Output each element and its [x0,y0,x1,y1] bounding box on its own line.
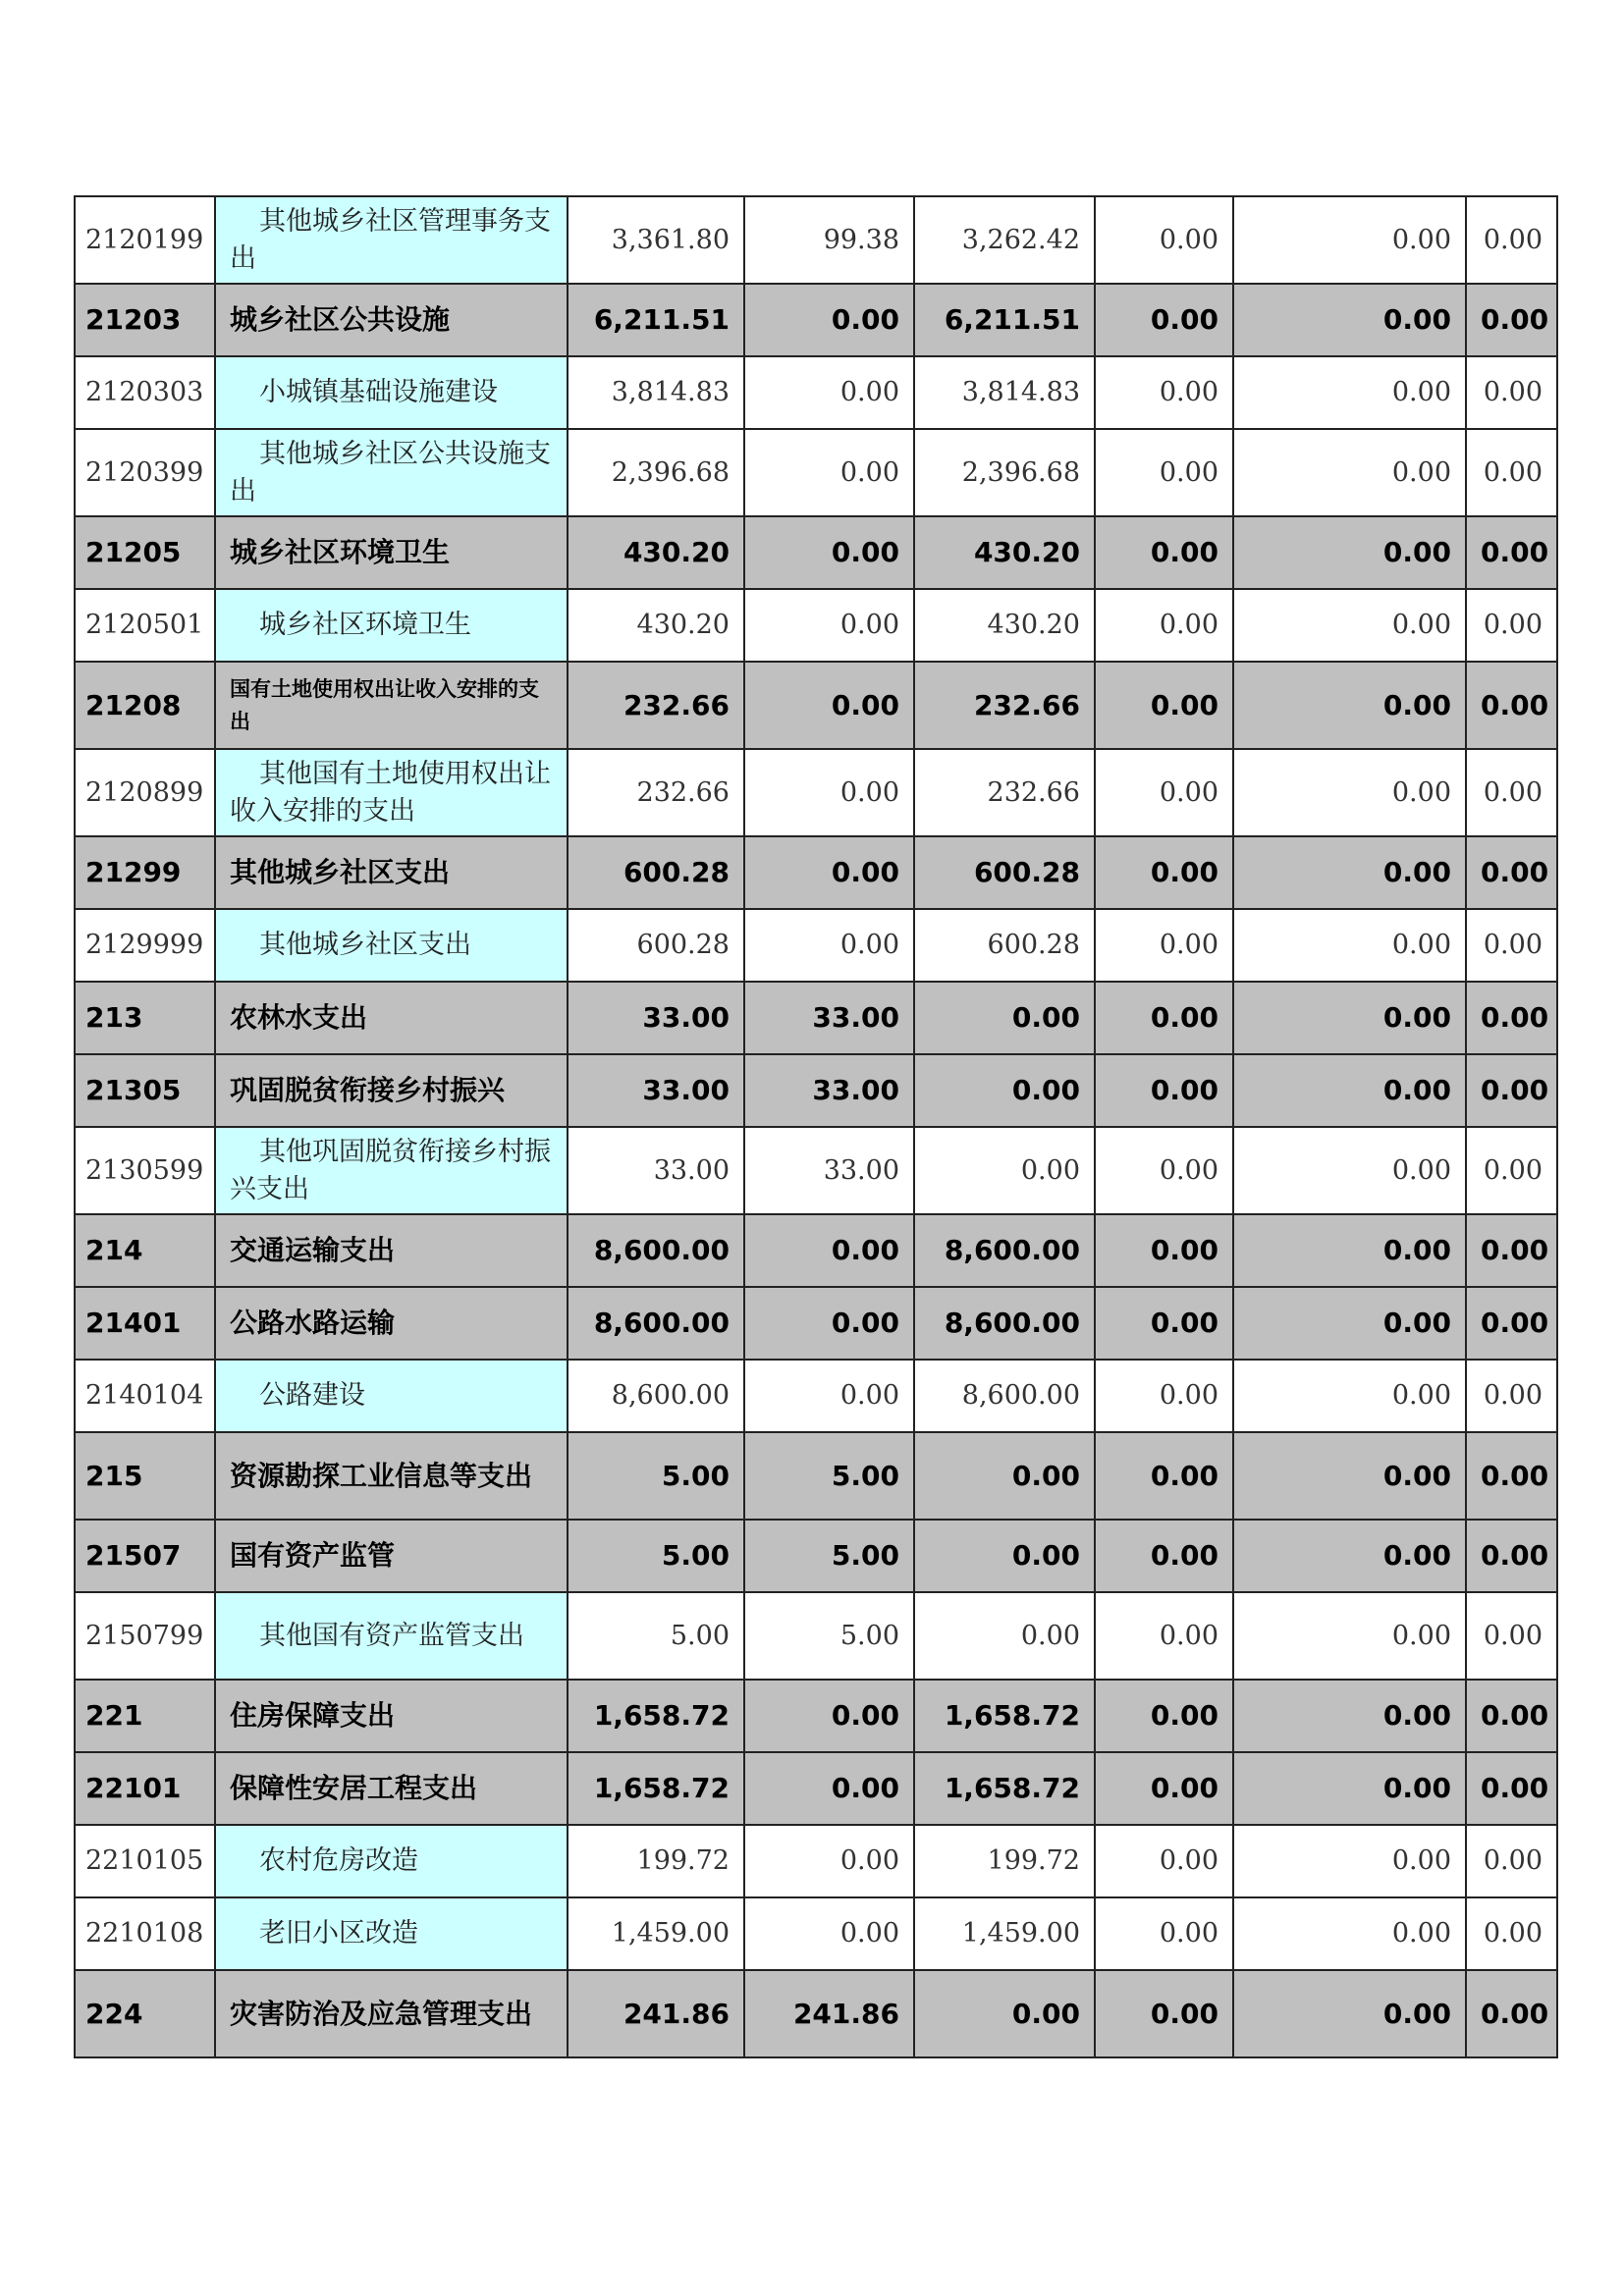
amount-total-cell: 33.00 [568,1127,744,1214]
amount-total-cell: 600.28 [568,836,744,909]
name-cell: 其他巩固脱贫衔接乡村振兴支出 [215,1127,568,1214]
budget-table [74,195,1558,2058]
amount-col6-cell: 0.00 [1466,1214,1557,1287]
item-row [75,749,1557,836]
category-row [75,1054,1557,1127]
amount-col3-cell: 430.20 [914,516,1095,589]
amount-col2-cell: 33.00 [744,1054,914,1127]
name-cell: 其他国有土地使用权出让收入安排的支出 [215,749,568,836]
amount-col2-cell: 5.00 [744,1520,914,1592]
name-cell: 城乡社区环境卫生 [215,516,568,589]
amount-col6-cell: 0.00 [1466,1520,1557,1592]
amount-col5-cell: 0.00 [1233,1214,1466,1287]
category-row [75,1680,1557,1752]
amount-col3-cell: 232.66 [914,662,1095,749]
amount-col4-cell: 0.00 [1095,356,1233,429]
amount-col3-cell: 232.66 [914,749,1095,836]
amount-col2-cell: 0.00 [744,1287,914,1360]
amount-col5-cell: 0.00 [1233,1127,1466,1214]
code-cell: 21305 [75,1054,215,1127]
name-cell: 其他城乡社区公共设施支出 [215,429,568,516]
amount-col4-cell: 0.00 [1095,284,1233,356]
amount-col2-cell: 0.00 [744,836,914,909]
amount-total-cell: 33.00 [568,1054,744,1127]
amount-total-cell: 8,600.00 [568,1214,744,1287]
amount-col6-cell: 0.00 [1466,1127,1557,1214]
amount-total-cell: 1,658.72 [568,1752,744,1825]
amount-col4-cell: 0.00 [1095,662,1233,749]
table-body [75,196,1557,2057]
amount-col3-cell: 0.00 [914,1970,1095,2057]
name-cell: 公路建设 [215,1360,568,1432]
amount-total-cell: 5.00 [568,1592,744,1680]
name-cell: 资源勘探工业信息等支出 [215,1432,568,1520]
code-cell: 2120199 [75,196,215,284]
name-cell: 保障性安居工程支出 [215,1752,568,1825]
amount-col3-cell: 2,396.68 [914,429,1095,516]
name-cell: 其他城乡社区管理事务支出 [215,196,568,284]
code-cell: 2120303 [75,356,215,429]
item-row [75,589,1557,662]
amount-col2-cell: 0.00 [744,284,914,356]
amount-col3-cell: 600.28 [914,909,1095,982]
amount-col5-cell: 0.00 [1233,1287,1466,1360]
amount-col4-cell: 0.00 [1095,516,1233,589]
amount-col3-cell: 1,459.00 [914,1897,1095,1970]
code-cell: 221 [75,1680,215,1752]
amount-col6-cell: 0.00 [1466,749,1557,836]
amount-col4-cell: 0.00 [1095,1360,1233,1432]
amount-col4-cell: 0.00 [1095,1054,1233,1127]
amount-col2-cell: 33.00 [744,1127,914,1214]
amount-col2-cell: 0.00 [744,662,914,749]
name-cell: 灾害防治及应急管理支出 [215,1970,568,2057]
amount-total-cell: 430.20 [568,516,744,589]
amount-col2-cell: 0.00 [744,1897,914,1970]
item-row [75,196,1557,284]
amount-col2-cell: 0.00 [744,749,914,836]
amount-col5-cell: 0.00 [1233,1680,1466,1752]
amount-col6-cell: 0.00 [1466,356,1557,429]
category-row [75,516,1557,589]
amount-col6-cell: 0.00 [1466,1432,1557,1520]
name-cell: 其他城乡社区支出 [215,836,568,909]
amount-col5-cell: 0.00 [1233,356,1466,429]
amount-col6-cell: 0.00 [1466,1360,1557,1432]
amount-col4-cell: 0.00 [1095,196,1233,284]
code-cell: 22101 [75,1752,215,1825]
amount-col6-cell: 0.00 [1466,1825,1557,1897]
amount-col3-cell: 1,658.72 [914,1680,1095,1752]
code-cell: 2150799 [75,1592,215,1680]
amount-col2-cell: 0.00 [744,1752,914,1825]
amount-col3-cell: 8,600.00 [914,1360,1095,1432]
amount-col6-cell: 0.00 [1466,196,1557,284]
category-row [75,1520,1557,1592]
amount-total-cell: 8,600.00 [568,1287,744,1360]
name-cell: 国有土地使用权出让收入安排的支出 [215,662,568,749]
amount-col3-cell: 3,814.83 [914,356,1095,429]
name-cell: 老旧小区改造 [215,1897,568,1970]
amount-col2-cell: 0.00 [744,429,914,516]
amount-total-cell: 232.66 [568,749,744,836]
name-cell: 城乡社区环境卫生 [215,589,568,662]
amount-col5-cell: 0.00 [1233,1592,1466,1680]
amount-col5-cell: 0.00 [1233,662,1466,749]
amount-total-cell: 430.20 [568,589,744,662]
amount-col3-cell: 600.28 [914,836,1095,909]
name-cell: 公路水路运输 [215,1287,568,1360]
amount-col3-cell: 0.00 [914,982,1095,1054]
amount-col6-cell: 0.00 [1466,1897,1557,1970]
name-cell: 城乡社区公共设施 [215,284,568,356]
name-cell: 其他城乡社区支出 [215,909,568,982]
code-cell: 214 [75,1214,215,1287]
amount-col4-cell: 0.00 [1095,429,1233,516]
item-row [75,1360,1557,1432]
amount-col5-cell: 0.00 [1233,749,1466,836]
amount-col4-cell: 0.00 [1095,836,1233,909]
amount-col5-cell: 0.00 [1233,1825,1466,1897]
category-row [75,1752,1557,1825]
code-cell: 215 [75,1432,215,1520]
item-row [75,1592,1557,1680]
category-row [75,662,1557,749]
amount-col5-cell: 0.00 [1233,909,1466,982]
name-cell: 国有资产监管 [215,1520,568,1592]
amount-col6-cell: 0.00 [1466,1752,1557,1825]
code-cell: 213 [75,982,215,1054]
item-row [75,429,1557,516]
amount-col3-cell: 6,211.51 [914,284,1095,356]
amount-col4-cell: 0.00 [1095,1287,1233,1360]
amount-col5-cell: 0.00 [1233,516,1466,589]
amount-col4-cell: 0.00 [1095,1127,1233,1214]
amount-col3-cell: 8,600.00 [914,1214,1095,1287]
amount-col5-cell: 0.00 [1233,1360,1466,1432]
code-cell: 2120501 [75,589,215,662]
category-row [75,1287,1557,1360]
amount-col2-cell: 0.00 [744,909,914,982]
amount-col6-cell: 0.00 [1466,589,1557,662]
amount-col4-cell: 0.00 [1095,1432,1233,1520]
amount-total-cell: 3,814.83 [568,356,744,429]
amount-col2-cell: 0.00 [744,1680,914,1752]
name-cell: 农林水支出 [215,982,568,1054]
code-cell: 2210108 [75,1897,215,1970]
amount-total-cell: 2,396.68 [568,429,744,516]
code-cell: 2140104 [75,1360,215,1432]
code-cell: 2210105 [75,1825,215,1897]
amount-col6-cell: 0.00 [1466,1054,1557,1127]
amount-col6-cell: 0.00 [1466,284,1557,356]
amount-col2-cell: 5.00 [744,1592,914,1680]
amount-col2-cell: 99.38 [744,196,914,284]
amount-col4-cell: 0.00 [1095,1680,1233,1752]
amount-col2-cell: 0.00 [744,1825,914,1897]
amount-col5-cell: 0.00 [1233,1752,1466,1825]
amount-col6-cell: 0.00 [1466,982,1557,1054]
category-row [75,1214,1557,1287]
amount-col3-cell: 199.72 [914,1825,1095,1897]
amount-col2-cell: 0.00 [744,516,914,589]
amount-col5-cell: 0.00 [1233,1897,1466,1970]
amount-col2-cell: 33.00 [744,982,914,1054]
amount-col6-cell: 0.00 [1466,1287,1557,1360]
code-cell: 21208 [75,662,215,749]
amount-col3-cell: 8,600.00 [914,1287,1095,1360]
amount-col6-cell: 0.00 [1466,1592,1557,1680]
category-row [75,982,1557,1054]
amount-col4-cell: 0.00 [1095,1970,1233,2057]
amount-col3-cell: 0.00 [914,1127,1095,1214]
category-row [75,1970,1557,2057]
name-cell: 其他国有资产监管支出 [215,1592,568,1680]
amount-col4-cell: 0.00 [1095,749,1233,836]
amount-col4-cell: 0.00 [1095,982,1233,1054]
code-cell: 2129999 [75,909,215,982]
amount-col4-cell: 0.00 [1095,1520,1233,1592]
amount-col3-cell: 3,262.42 [914,196,1095,284]
code-cell: 21507 [75,1520,215,1592]
amount-col6-cell: 0.00 [1466,909,1557,982]
amount-col2-cell: 0.00 [744,1360,914,1432]
category-row [75,284,1557,356]
amount-col3-cell: 0.00 [914,1432,1095,1520]
name-cell: 小城镇基础设施建设 [215,356,568,429]
amount-total-cell: 600.28 [568,909,744,982]
amount-total-cell: 199.72 [568,1825,744,1897]
name-cell: 住房保障支出 [215,1680,568,1752]
amount-col2-cell: 241.86 [744,1970,914,2057]
amount-col5-cell: 0.00 [1233,1432,1466,1520]
amount-col2-cell: 5.00 [744,1432,914,1520]
amount-col4-cell: 0.00 [1095,589,1233,662]
amount-col2-cell: 0.00 [744,589,914,662]
item-row [75,1825,1557,1897]
amount-total-cell: 232.66 [568,662,744,749]
amount-total-cell: 5.00 [568,1520,744,1592]
amount-total-cell: 1,658.72 [568,1680,744,1752]
code-cell: 2120399 [75,429,215,516]
amount-col4-cell: 0.00 [1095,1592,1233,1680]
amount-total-cell: 8,600.00 [568,1360,744,1432]
amount-col6-cell: 0.00 [1466,429,1557,516]
code-cell: 2130599 [75,1127,215,1214]
amount-col5-cell: 0.00 [1233,429,1466,516]
amount-col3-cell: 430.20 [914,589,1095,662]
amount-col3-cell: 0.00 [914,1592,1095,1680]
amount-total-cell: 5.00 [568,1432,744,1520]
amount-col5-cell: 0.00 [1233,982,1466,1054]
amount-col5-cell: 0.00 [1233,1970,1466,2057]
item-row [75,1127,1557,1214]
code-cell: 21203 [75,284,215,356]
amount-col3-cell: 0.00 [914,1520,1095,1592]
item-row [75,1897,1557,1970]
item-row [75,909,1557,982]
category-row [75,836,1557,909]
code-cell: 224 [75,1970,215,2057]
code-cell: 21401 [75,1287,215,1360]
code-cell: 2120899 [75,749,215,836]
amount-col5-cell: 0.00 [1233,1054,1466,1127]
amount-col6-cell: 0.00 [1466,1970,1557,2057]
amount-col5-cell: 0.00 [1233,284,1466,356]
category-row [75,1432,1557,1520]
name-cell: 巩固脱贫衔接乡村振兴 [215,1054,568,1127]
item-row [75,356,1557,429]
amount-total-cell: 33.00 [568,982,744,1054]
amount-col3-cell: 0.00 [914,1054,1095,1127]
amount-col6-cell: 0.00 [1466,662,1557,749]
amount-col6-cell: 0.00 [1466,1680,1557,1752]
amount-col4-cell: 0.00 [1095,1897,1233,1970]
amount-col4-cell: 0.00 [1095,1752,1233,1825]
amount-col4-cell: 0.00 [1095,1825,1233,1897]
amount-total-cell: 1,459.00 [568,1897,744,1970]
amount-col2-cell: 0.00 [744,356,914,429]
amount-col5-cell: 0.00 [1233,589,1466,662]
code-cell: 21299 [75,836,215,909]
name-cell: 交通运输支出 [215,1214,568,1287]
amount-total-cell: 6,211.51 [568,284,744,356]
amount-col5-cell: 0.00 [1233,1520,1466,1592]
amount-col2-cell: 0.00 [744,1214,914,1287]
amount-col6-cell: 0.00 [1466,836,1557,909]
amount-col5-cell: 0.00 [1233,196,1466,284]
amount-col3-cell: 1,658.72 [914,1752,1095,1825]
amount-col6-cell: 0.00 [1466,516,1557,589]
amount-total-cell: 3,361.80 [568,196,744,284]
name-cell: 农村危房改造 [215,1825,568,1897]
amount-col4-cell: 0.00 [1095,1214,1233,1287]
amount-col4-cell: 0.00 [1095,909,1233,982]
code-cell: 21205 [75,516,215,589]
amount-col5-cell: 0.00 [1233,836,1466,909]
amount-total-cell: 241.86 [568,1970,744,2057]
